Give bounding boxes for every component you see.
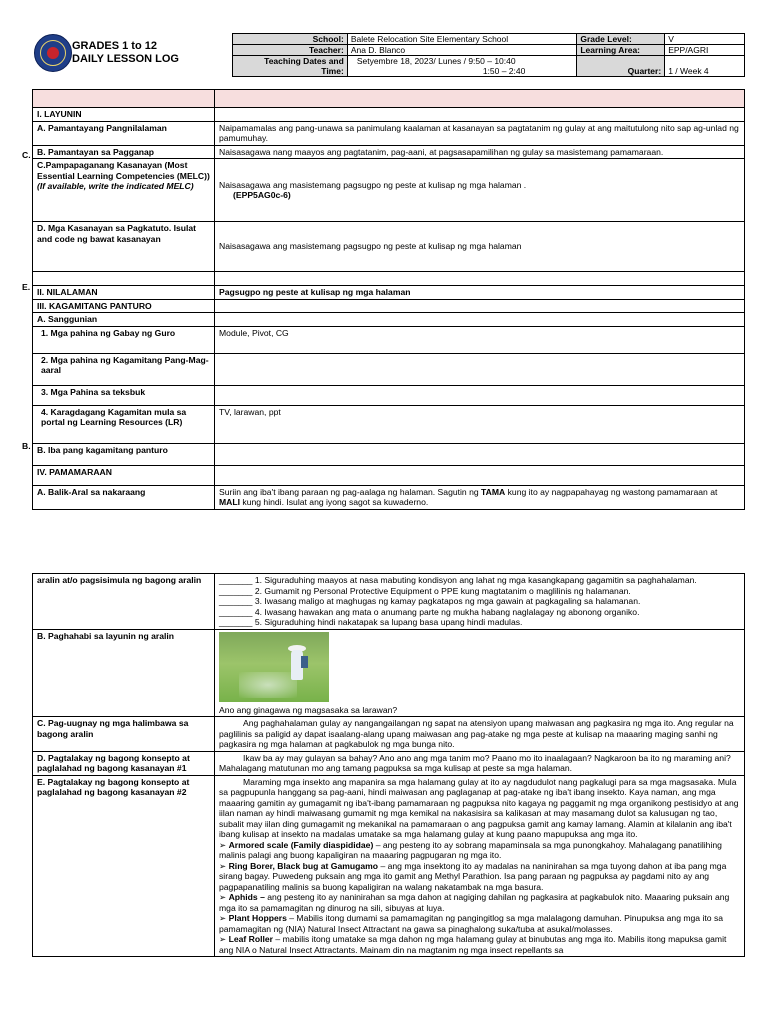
kasanayan-label: D. Mga Kasanayan sa Pagkatuto. Isulat and code ng bawat kasanayan (33, 222, 215, 272)
row-pamamaraan (33, 465, 745, 485)
pamamaraan-heading: IV. PAMAMARAAN (33, 465, 215, 485)
row-kagamitang-panturo (33, 299, 745, 313)
pest-name: Armored scale (Family diaspididae) (228, 839, 374, 850)
lesson-table-part-2 (32, 573, 745, 957)
quarter-value: 1 / Week 4 (665, 56, 745, 77)
spacer-right (215, 272, 745, 286)
balik-aral-text-2: kung ito ay nagpapahayag ng wastong pamamaraan at (505, 486, 718, 497)
kagamitang-mag-aaral-label: 2. Mga pahina ng Kagamitang Pang-Mag-aaral (33, 353, 215, 385)
deped-seal-logo (34, 34, 72, 72)
pest-item (219, 861, 740, 893)
melc-text-cell (215, 159, 745, 222)
balik-aral-mali: MALI (219, 497, 241, 507)
pest-item (219, 934, 740, 955)
pagtalakay-2-intro: Maraming mga insekto ang mapanira sa mga halamang gulay at ito ay nagdudulot nang pagkalugi para sa mga magsasaka. Mula sa pagpupunla hanggang sa pag-aani, hindi maiwasan ang paglaganap at pag-atake ng iba't ibang insekto. Kaya naman, ang mga maaaring gamitin ay gumagamit ng iba't-ibang pamamaraan ng pagpuksa nito kagaya ng paggamit ng mga organikong pestisidyo at ang iilan naman ay hindi maiwasang gumamit ng mga kemikal na nakasisira sa kalikasan at may masamang dulot sa kalusugan ng tao, subalit may iilan ding gumagamit ng mekanikal na pamamaraan o ang pagpuksa gamit ang kamay lamang. Alamin at kilalanin ang iba't ibang kulisap at insekto na madalas umatake sa mga halamang gulay at kung paano mapupuksa ang mga ito. (219, 776, 739, 839)
pink-cell-left (33, 90, 215, 108)
margin-letter-b: B. (22, 441, 31, 451)
seal-center (47, 47, 59, 59)
spray-mist (239, 672, 297, 698)
sprayer-tank (301, 656, 308, 668)
row-lr-portal (33, 405, 745, 443)
pest-description: ang pesteng ito ay naninirahan sa mga dahon at nagiging dahilan ng pagkasira at pagkabulok nito. Maaaring puksain ang mga ito sa pamamagitan ng dinurog na sili, sibuyas at luya. (219, 892, 730, 913)
nilalaman-heading: II. NILALAMAN (33, 286, 215, 300)
row-sanggunian (33, 313, 745, 327)
dates-line-1: Setyembre 18, 2023/ Lunes / 9:50 – 10:40 (356, 56, 516, 66)
dates-line-2: 1:50 – 2:40 (482, 66, 526, 76)
image-caption: Ano ang ginagawa ng magsasaka sa larawan? (219, 704, 398, 715)
row-spacer (33, 272, 745, 286)
pamantayang-pangnilalaman-text: Naipamamalas ang pang-unawa sa panimulang kaalaman at kasanayan sa pagtatanim ng gulay at ang maitutulong nito sap ag-unlad ng pamumuhay. (215, 121, 745, 145)
pest-item (219, 840, 740, 861)
row-kasanayan-sa-pagkatuto (33, 222, 745, 272)
document-title (72, 40, 179, 66)
balik-aral-text (215, 485, 745, 509)
melc-label (33, 159, 215, 222)
margin-letter-c: C. (22, 150, 31, 160)
sanggunian-empty (215, 313, 745, 327)
teaching-dates-label (233, 56, 348, 77)
melc-text: Naisasagawa ang masistemang pagsugpo ng peste at kulisap ng mga halaman . (219, 179, 527, 190)
row-nilalaman (33, 286, 745, 300)
pag-uugnay-label: C. Pag-uugnay ng mga halimbawa sa bagong aralin (33, 717, 215, 752)
balik-aral-tama: TAMA (481, 486, 506, 497)
iba-pang-kagamitan-empty (215, 443, 745, 465)
teacher-label: Teacher: (233, 45, 348, 56)
pest-name: Aphids – (228, 892, 265, 902)
school-label: School: (233, 34, 348, 45)
layunin-empty (215, 108, 745, 122)
pagtalakay-1-label: D. Pagtalakay ng bagong konsepto at paglalahad ng bagong kasanayan #1 (33, 751, 215, 775)
teksbuk-empty (215, 385, 745, 405)
row-layunin (33, 108, 745, 122)
aralin-items (215, 574, 745, 630)
sanggunian-label: A. Sanggunian (33, 313, 215, 327)
row-paghahabi (33, 629, 745, 717)
row-pamantayan-sa-pagganap (33, 145, 745, 159)
lesson-table-part-1 (32, 89, 745, 510)
row-pamantayang-pangnilalaman (33, 121, 745, 145)
quarter-label: Quarter: (577, 56, 665, 77)
header-info-table (232, 33, 745, 77)
spacer-left (33, 272, 215, 286)
title-line-2: DAILY LESSON LOG (72, 53, 179, 65)
pagtalakay-1-text: Ikaw ba ay may gulayan sa bahay? Ano ano ang mga tanim mo? Paano mo ito inaalagaan? Nagkaroon ba ito ng maraming ani? Mahalagang matutunan mo ang tamang pagpuksa sa mga kulisap at peste sa mga halaman. (215, 751, 745, 775)
learning-area-value: EPP/AGRI (665, 45, 745, 56)
arrow-bullet-icon: ➢ (219, 860, 229, 871)
balik-aral-text-1: Suriin ang iba't ibang paraan ng pag-aalaga ng halaman. Sagutin ng (219, 486, 482, 497)
pamantayang-pangnilalaman-label: A. Pamantayang Pangnilalaman (33, 121, 215, 145)
aralin-item-4: _______ 4. Iwasang hawakan ang mata o anumang parte ng mukha habang naglalagay ng abonong organiko. (219, 606, 640, 617)
gabay-ng-guro-text: Module, Pivot, CG (215, 326, 745, 353)
row-balik-aral (33, 485, 745, 509)
grade-level-label: Grade Level: (577, 34, 665, 45)
pink-cell-right (215, 90, 745, 108)
pest-description: – ang pesteng ito ay sobrang mapaminsala sa mga punongkahoy. Mahalagang panatilihing malinis palagi ang buong kapaligiran na maaaring pagpugaran ng mga ito. (219, 839, 722, 860)
melc-code: (EPP5AG0c-6) (233, 190, 291, 200)
kagamitang-panturo-heading: III. KAGAMITANG PANTURO (33, 299, 215, 313)
pest-item (219, 913, 740, 934)
arrow-bullet-icon: ➢ (219, 934, 229, 944)
row-teksbuk (33, 385, 745, 405)
aralin-item-5: _______ 5. Siguraduhing hindi nakatapak sa lupang basa upang hindi madulas. (219, 617, 523, 627)
pest-name: Leaf Roller (228, 934, 274, 944)
teaching-dates-label-2: Time: (321, 66, 344, 76)
teksbuk-label: 3. Mga Pahina sa teksbuk (33, 385, 215, 405)
kagamitang-mag-aaral-empty (215, 353, 745, 385)
kagamitang-panturo-empty (215, 299, 745, 313)
row-iba-pang-kagamitan (33, 443, 745, 465)
pag-uugnay-text: Ang paghahalaman gulay ay nangangailangan ng sapat na atensiyon upang maiwasan ang pagkasira ng mga ito. Ang regular na paglilinis sa paligid ay dapat isaalang-alang upang maiwasan ang pag-atake ng mga peste at kulisap na maaaring maging sanhi ng pagkasira ng mga halaman at pagkabulok ng mga bunga nito. (215, 717, 745, 752)
nilalaman-text: Pagsugpo ng peste at kulisap ng mga halaman (215, 286, 745, 300)
melc-label-note: (If available, write the indicated MELC) (37, 181, 194, 191)
paghahabi-label: B. Paghahabi sa layunin ng aralin (33, 629, 215, 717)
layunin-heading: I. LAYUNIN (33, 108, 215, 122)
row-kagamitang-mag-aaral (33, 353, 745, 385)
school-value: Balete Relocation Site Elementary School (347, 34, 577, 45)
pest-description: – mabilis itong umatake sa mga dahon ng mga halamang gulay at binubutas ang mga ito. Mabilis itong mapuksa gamit ang NIA o Natural Insect Attractants. Mainam din na magtanim ng mga insect repellants sa (219, 934, 727, 955)
melc-label-main: C.Pampapaganang Kasanayan (Most Essential Learning Competencies (MELC)) (37, 160, 210, 181)
lr-portal-text: TV, larawan, ppt (215, 405, 745, 443)
title-line-1: GRADES 1 to 12 (72, 40, 157, 52)
pagtalakay-2-content (215, 775, 745, 957)
aralin-item-3: _______ 3. Iwasang maligo at maghugas ng kamay pagkatapos ng mga gawain at pagkagaling sa halamanan. (219, 596, 641, 606)
aralin-label: aralin at/o pagsisimula ng bagong aralin (33, 574, 215, 630)
teaching-dates-label-1: Teaching Dates and (264, 56, 344, 66)
row-pagtalakay-2 (33, 775, 745, 957)
arrow-bullet-icon: ➢ (219, 892, 229, 902)
row-pagtalakay-1 (33, 751, 745, 775)
pink-header-row (33, 90, 745, 108)
iba-pang-kagamitan-label: B. Iba pang kagamitang panturo (33, 443, 215, 465)
pamantayan-sa-pagganap-text: Naisasagawa nang maayos ang pagtatanim, pag-aani, at pagsasapamilihan ng gulay sa masistemang pamamaraan. (215, 145, 745, 159)
teaching-dates-value (347, 56, 577, 77)
aralin-item-1: _______ 1. Siguraduhing maayos at nasa mabuting kondisyon ang lahat ng mga kasangkapang gagamitin sa paghahalaman. (219, 575, 697, 585)
paghahabi-content (215, 629, 745, 717)
pamantayan-sa-pagganap-label: B. Pamantayan sa Pagganap (33, 145, 215, 159)
aralin-item-2: _______ 2. Gumamit ng Personal Protective Equipment o PPE kung magtatanim o maglilinis ng halamanan. (219, 585, 631, 596)
farmer-spraying-image (219, 632, 329, 702)
pamamaraan-empty (215, 465, 745, 485)
arrow-bullet-icon: ➢ (219, 839, 229, 850)
row-pag-uugnay (33, 717, 745, 752)
lr-portal-label: 4. Karagdagang Kagamitan mula sa portal ng Learning Resources (LR) (33, 405, 215, 443)
row-gabay-ng-guro (33, 326, 745, 353)
row-aralin (33, 574, 745, 630)
pest-name: Plant Hoppers (228, 913, 287, 923)
pest-description: – Mabilis itong dumami sa pamamagitan ng pangingitlog sa mga malalagong damuhan. Pinupuksa ang mga ito sa pamamagitan ng (NIA) Natural Insect Attractant na gawa sa pinaghalong suka/tuba at asukal/molasses. (219, 913, 724, 934)
pest-item (219, 892, 740, 913)
margin-letter-e: E. (22, 282, 31, 292)
pest-description: – ang mga insektong ito ay madalas na naninirahan sa mga tuyong dahon at iba pang mga sirang bagay. Puwedeng puksain ang mga ito gamit ang Methyl Parathion. Isa pang paraan ng pagpuksa ay pagdami nito ay ang pagpapanatiling malinis sa buong kapaligiran na walang nakatambak na mga basura. (219, 860, 727, 892)
pagtalakay-2-label: E. Pagtalakay ng bagong konsepto at paglalahad ng bagong kasanayan #2 (33, 775, 215, 957)
kasanayan-text: Naisasagawa ang masistemang pagsugpo ng peste at kulisap ng mga halaman (215, 222, 745, 272)
arrow-bullet-icon: ➢ (219, 913, 229, 923)
balik-aral-text-3: kung hindi. Isulat ang iyong sagot sa kuwaderno. (240, 497, 429, 507)
balik-aral-label: A. Balik-Aral sa nakaraang (33, 485, 215, 509)
pest-name: Ring Borer, Black bug at Gamugamo (228, 860, 379, 871)
teacher-value: Ana D. Blanco (347, 45, 577, 56)
gabay-ng-guro-label: 1. Mga pahina ng Gabay ng Guro (33, 326, 215, 353)
learning-area-label: Learning Area: (577, 45, 665, 56)
grade-level-value: V (665, 34, 745, 45)
row-melc (33, 159, 745, 222)
